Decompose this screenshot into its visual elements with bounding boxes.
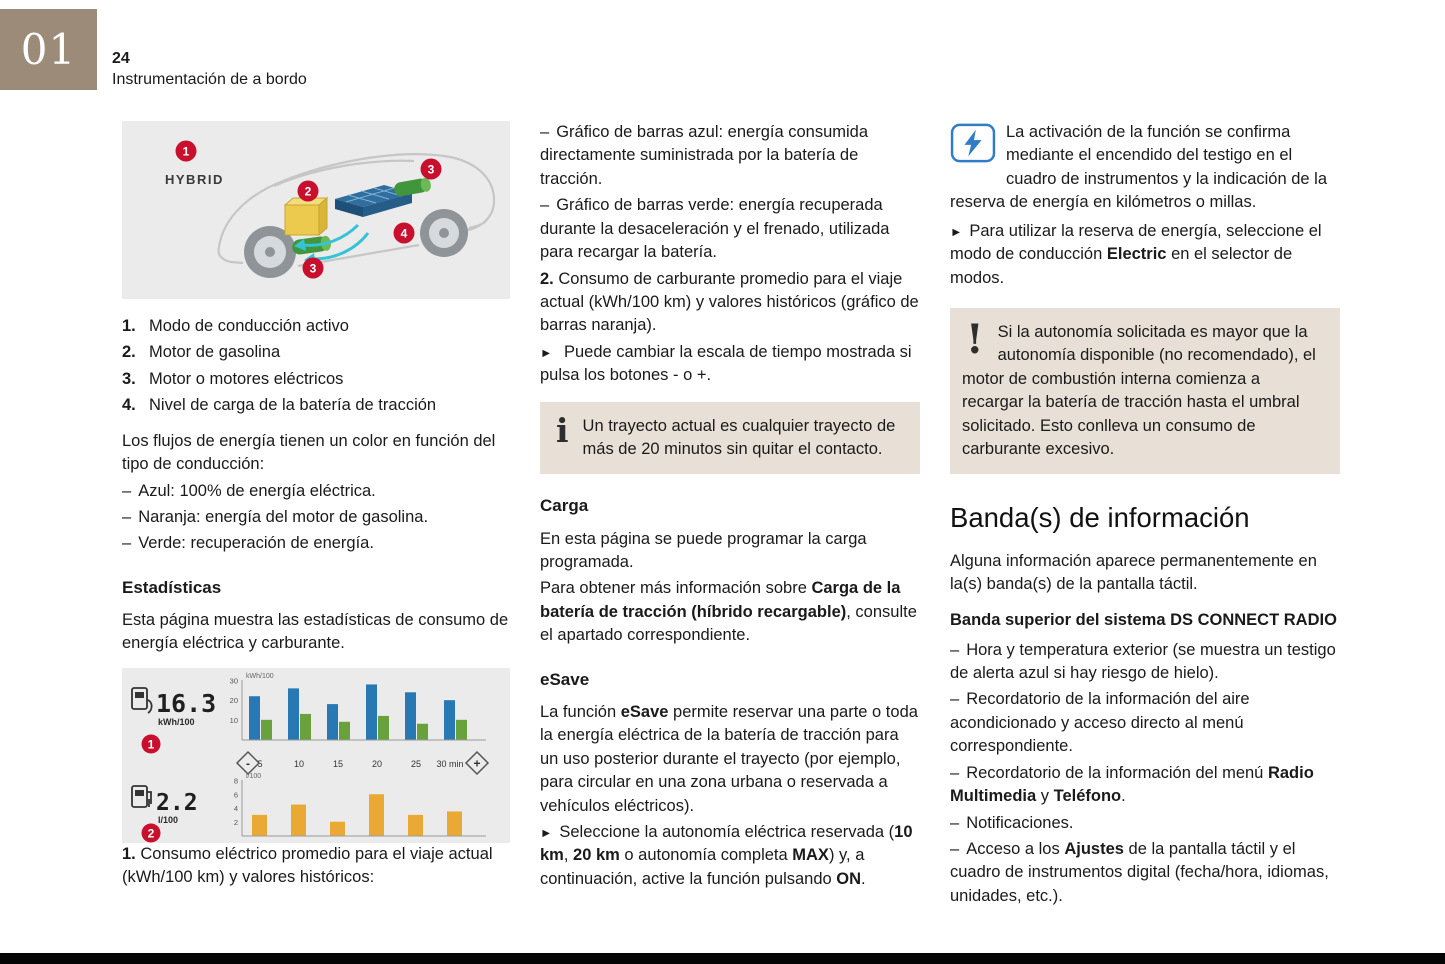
action-esave-select: ► Seleccione la autonomía eléctrica reservada (10 km, 20 km o autonomía completa MAX) y, a continuación, active la función pulsando ON. — [540, 822, 913, 888]
stats-marker-1 — [142, 734, 161, 753]
svg-text:20: 20 — [371, 758, 383, 769]
svg-text:6: 6 — [233, 790, 238, 800]
minus-icon: - — [246, 756, 250, 771]
chapter-number: 01 — [20, 25, 77, 74]
energy-flows-intro: Los flujos de energía tienen un color en función del tipo de conducción: — [122, 431, 496, 474]
electric-consumption-unit: kWh/100 — [158, 716, 195, 727]
band-item-settings: – Acceso a los Ajustes de la pantalla táctil y el cuadro de instrumentos digital (fecha/hora, idiomas, unidades, etc.). — [950, 840, 1329, 905]
legend-item-4: 4. Nivel de carga de la batería de tracción — [122, 396, 437, 415]
dash-icon: – — [540, 196, 550, 215]
svg-text:4: 4 — [400, 226, 408, 241]
electric-chart-unit-label: kWh/100 — [246, 672, 274, 680]
bullet-green-bars: – Gráfico de barras verde: energía recuperada durante la desaceleración y el frenado, utilizada para recargar la batería. — [540, 196, 890, 262]
esave-heading: eSave — [540, 669, 590, 689]
bullet-blue-bars: – Gráfico de barras azul: energía consumida directamente suministrada por la batería de tracción. — [540, 123, 869, 188]
warning-icon: ! — [966, 315, 984, 363]
fuel-consumption-value: 2.2 — [156, 789, 198, 816]
dash-icon: – — [950, 763, 960, 782]
diagram-marker-1 — [176, 141, 197, 162]
fuel-chart-unit-label: l/100 — [246, 772, 262, 780]
band-item-aircon: – Recordatorio de la información del aire acondicionado y acceso directo al menú correspondiente. — [950, 690, 1250, 756]
top-band-subheading: Banda superior del sistema DS CONNECT RADIO — [950, 611, 1337, 630]
fuel-consumption-item: 2. Consumo de carburante promedio para el viaje actual (kWh/100 km) y valores históricos (gráfico de barras naranja). — [540, 269, 919, 335]
info-text: Un trayecto actual es cualquier trayecto de más de 20 minutos sin quitar el contacto. — [582, 416, 896, 459]
hybrid-powertrain-diagram — [122, 121, 510, 299]
svg-text:3: 3 — [427, 162, 435, 177]
flow-color-orange: – Naranja: energía del motor de gasolina. — [122, 507, 429, 526]
dash-icon: – — [122, 507, 132, 526]
energy-reserve-indicator-icon — [950, 123, 996, 170]
page-bottom-edge — [0, 953, 1445, 964]
info-box — [540, 402, 920, 475]
electric-consumption-value: 16.3 — [156, 688, 217, 718]
wheel-rear — [420, 209, 468, 257]
electric-chart-yticks — [230, 676, 238, 724]
chapter-badge — [0, 9, 97, 90]
bands-intro: Alguna información aparece permanentemente en la(s) banda(s) de la pantalla táctil. — [950, 551, 1317, 593]
information-bands-heading: Banda(s) de información — [950, 502, 1250, 534]
dash-icon: – — [122, 481, 132, 500]
svg-text:1: 1 — [182, 144, 190, 159]
activation-confirmation-text: La activación de la función se confirma mediante el encendido del testigo en el cuadro de instrumentos y la indicación de la reserva de energía en kilómetros o millas. — [950, 123, 1328, 212]
band-item-time-temp: – Hora y temperatura exterior (se muestra un testigo de alerta azul si hay riesgo de hielo). — [950, 640, 1336, 683]
dash-icon: – — [950, 813, 960, 832]
band-item-notifications: – Notificaciones. — [950, 813, 1074, 832]
legend-item-3: 3. Motor o motores eléctricos — [122, 369, 344, 388]
diagram-marker-3-rear — [421, 159, 442, 180]
content-columns — [122, 121, 1445, 911]
svg-text:30 min: 30 min — [436, 758, 464, 769]
fuel-consumption-unit: l/100 — [158, 814, 179, 825]
svg-text:30: 30 — [229, 676, 238, 686]
charge-paragraph-2: Para obtener más información sobre Carga de la batería de tracción (híbrido recargable), consulte el apartado correspondiente. — [540, 579, 917, 645]
hybrid-label: HYBRID — [165, 172, 224, 187]
warning-box — [950, 308, 1340, 475]
legend-item-1: 1. Modo de conducción activo — [122, 317, 349, 335]
dash-icon: – — [950, 640, 960, 659]
plus-icon: + — [473, 756, 481, 771]
column-middle — [540, 121, 920, 911]
svg-text:2: 2 — [304, 184, 312, 199]
dash-icon: – — [122, 534, 132, 553]
esave-paragraph: La función eSave permite reservar una parte o toda la energía eléctrica de la batería de tracción para un uso posterior durante el trayecto (por ejemplo, para circular en una zona urbana o reservada a vehículos eléctricos). — [540, 702, 918, 815]
diagram-marker-3-front — [303, 258, 324, 279]
svg-text:1: 1 — [147, 737, 155, 752]
stats-caption: 1. Consumo eléctrico promedio para el viaje actual (kWh/100 km) y valores históricos: — [122, 844, 493, 887]
activation-confirmation-paragraph — [950, 121, 1340, 215]
svg-text:15: 15 — [332, 758, 344, 769]
svg-text:4: 4 — [233, 803, 238, 813]
arrow-icon: ► — [540, 345, 553, 360]
charge-heading: Carga — [540, 496, 589, 516]
column-left — [122, 121, 510, 911]
dash-icon: – — [950, 840, 960, 859]
info-icon: i — [556, 410, 569, 450]
consumption-statistics-screen — [122, 668, 510, 843]
statistics-intro: Esta página muestra las estadísticas de consumo de energía eléctrica y carburante. — [122, 610, 509, 653]
diagram-marker-2 — [298, 181, 319, 202]
warning-text: Si la autonomía solicitada es mayor que la autonomía disponible (no recomendado), el motor de combustión interna comienza a recargar la batería de tracción hasta el umbral solicitado. Esto conlleva un consumo de carburante excesivo. — [962, 322, 1316, 459]
charge-paragraph-1: En esta página se puede programar la carga programada. — [540, 529, 867, 572]
section-title: Instrumentación de a bordo — [112, 71, 307, 88]
header-meta — [112, 50, 307, 90]
action-change-time-scale: ► Puede cambiar la escala de tiempo mostrada si pulsa los botones - o +. — [540, 342, 912, 385]
column-right — [950, 121, 1340, 911]
action-select-electric-mode: ► Para utilizar la reserva de energía, seleccione el modo de conducción Electric en el selector de modos. — [950, 221, 1322, 287]
svg-text:2: 2 — [147, 826, 155, 841]
svg-text:20: 20 — [229, 695, 238, 705]
svg-text:10: 10 — [293, 758, 305, 769]
flow-color-green: – Verde: recuperación de energía. — [122, 534, 374, 553]
arrow-icon: ► — [950, 224, 963, 239]
svg-text:25: 25 — [410, 758, 422, 769]
dash-icon: – — [950, 690, 960, 709]
gasoline-engine-block — [285, 198, 327, 235]
diagram-legend — [122, 315, 510, 418]
svg-text:10: 10 — [229, 715, 238, 725]
svg-text:3: 3 — [309, 261, 317, 276]
svg-text:2: 2 — [233, 817, 238, 827]
band-item-radio-phone: – Recordatorio de la información del menú Radio Multimedia y Teléfono. — [950, 763, 1314, 806]
diagram-marker-4 — [394, 223, 415, 244]
page-header — [0, 0, 1445, 90]
flow-color-blue: – Azul: 100% de energía eléctrica. — [122, 481, 376, 500]
arrow-icon: ► — [540, 825, 553, 840]
legend-item-2: 2. Motor de gasolina — [122, 343, 281, 362]
svg-text:8: 8 — [233, 776, 238, 786]
dash-icon: – — [540, 123, 550, 141]
statistics-heading: Estadísticas — [122, 577, 222, 597]
svg-text:5: 5 — [257, 758, 263, 769]
stats-marker-2 — [142, 823, 161, 842]
page-number: 24 — [112, 50, 130, 67]
